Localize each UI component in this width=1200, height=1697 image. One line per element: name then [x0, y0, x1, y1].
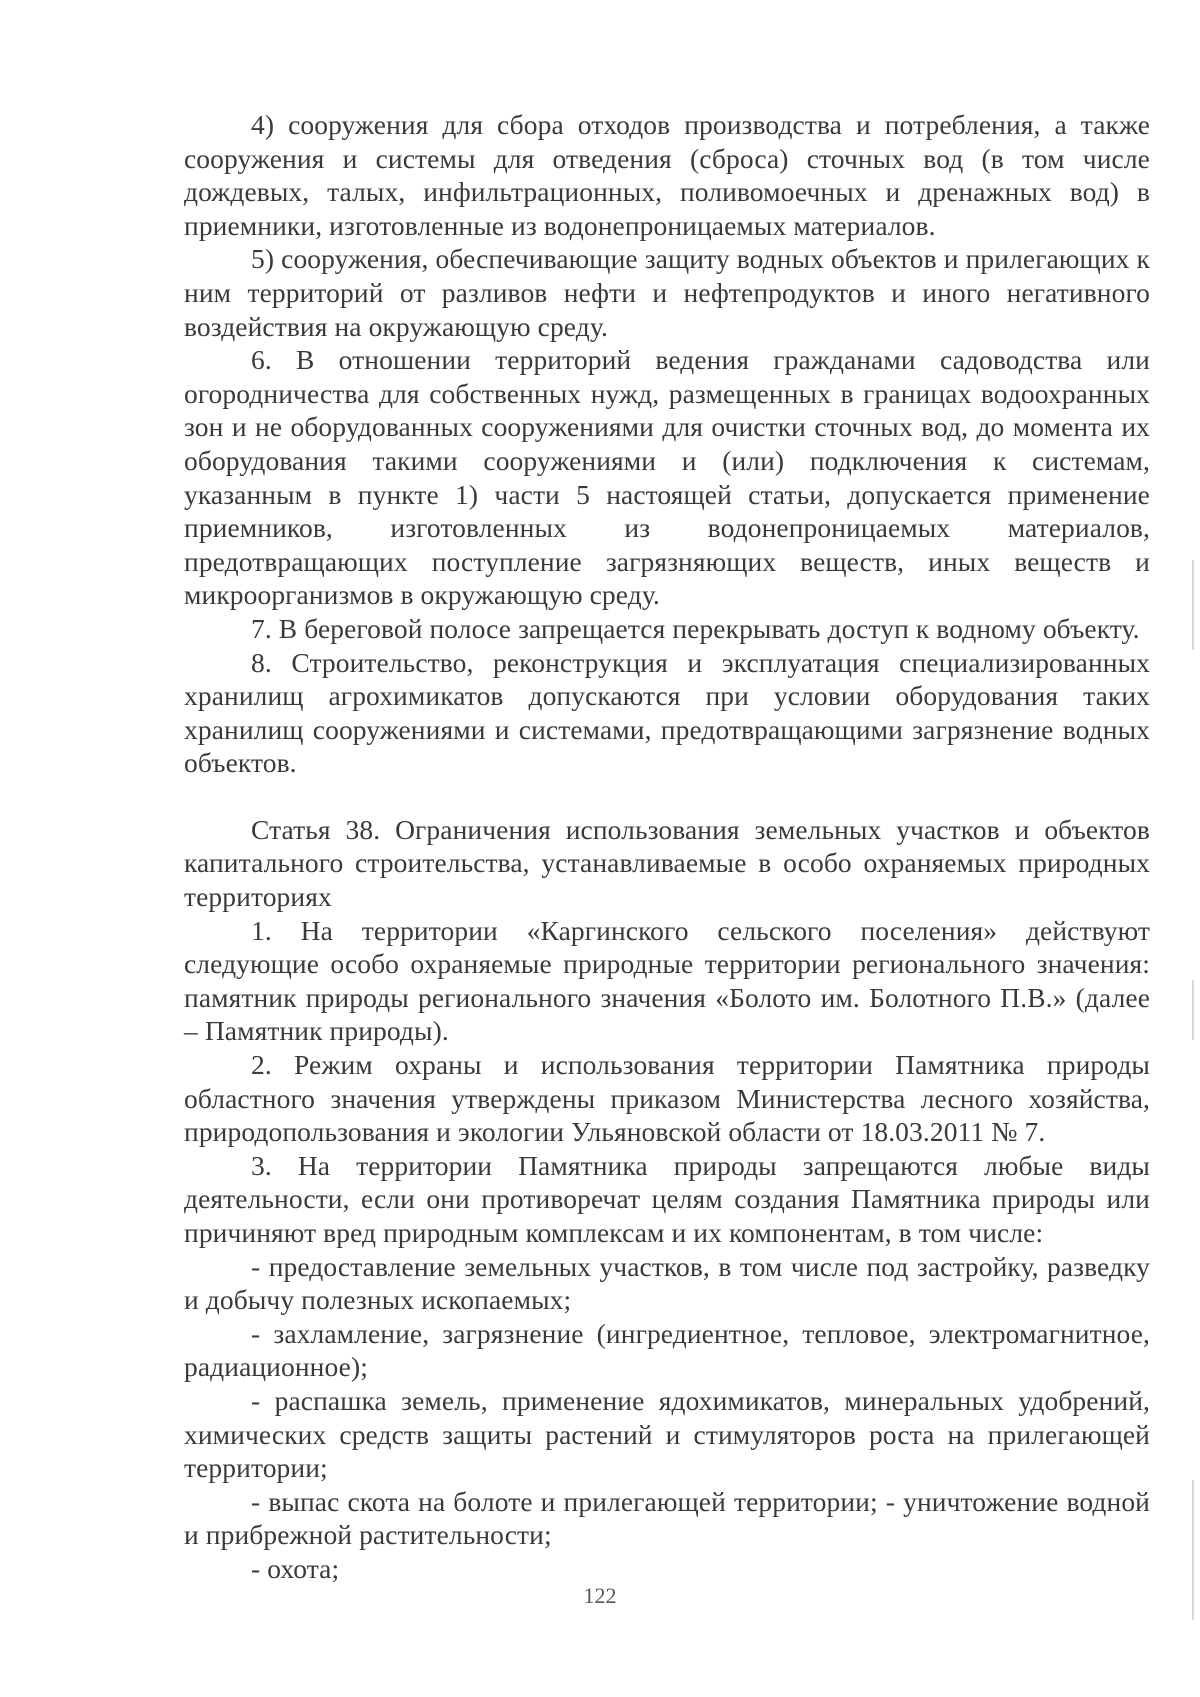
article-clause-3: 3. На территории Памятника природы запрещаются любые виды деятельности, если они противоречат целям создания Памятника природы или причиняют вред природным комплексам и их компонентам, в том числе: [184, 1149, 1150, 1248]
page-number: 122 [583, 1583, 617, 1608]
paragraph-item-4: 4) сооружения для сбора отходов производства и потребления, а также сооружения и системы для отведения (сброса) сточных вод (в том числе дождевых, талых, инфильтрационных, поливомоечных и дренажных вод) в приемники, изготовленные из водонепроницаемых материалов. [184, 109, 1150, 241]
paragraph-clause-6: 6. В отношении территорий ведения гражданами садоводства или огородничества для собственных нужд, размещенных в границах водоохранных зон и не оборудованных сооружениями для очистки сточных вод, до момента их оборудования такими сооружениями и (или) подключения к системам, указанным в пункте 1) части 5 настоящей статьи, допускается применение приемников, изготовленных из водонепроницаемых материалов, предотвращающих поступление загрязняющих веществ, иных веществ и микроорганизмов в окружающую среду. [184, 344, 1150, 611]
paragraph-item-5: 5) сооружения, обеспечивающие защиту водных объектов и прилегающих к ним территорий от разливов нефти и нефтепродуктов и иного негативного воздействия на окружающую среду. [184, 243, 1150, 342]
article-clause-1: 1. На территории «Каргинского сельского поселения» действуют следующие особо охраняемые природные территории регионального значения: памятник природы регионального значения «Болото им. Болотного П.В.» (далее – Памятник природы). [184, 914, 1150, 1047]
prohibition-item: - охота; [251, 1552, 340, 1584]
section-spacer [184, 780, 1150, 813]
prohibition-item: - выпас скота на болоте и прилегающей территории; - уничтожение водной и прибрежной растительности; [184, 1485, 1150, 1551]
prohibition-item: - распашка земель, применение ядохимикатов, минеральных удобрений, химических средств защиты растений и стимуляторов роста на прилегающей территории; [184, 1384, 1150, 1484]
scan-edge-mark [1192, 980, 1194, 1040]
article-heading: Статья 38. Ограничения использования земельных участков и объектов капитального строительства, устанавливаемые в особо охраняемых природных территориях [184, 813, 1150, 913]
scan-edge-mark [1192, 1480, 1194, 1620]
document-page [184, 108, 1150, 1586]
scan-edge-mark [1192, 560, 1194, 650]
article-clause-2: 2. Режим охраны и использования территории Памятника природы областного значения утверждены приказом Министерства лесного хозяйства, природопользования и экологии Ульяновской области от 18.03.2011 № 7. [184, 1049, 1150, 1148]
paragraph-clause-7: 7. В береговой полосе запрещается перекрывать доступ к водному объекту. [251, 612, 1140, 644]
paragraph-clause-8: 8. Строительство, реконструкция и эксплуатация специализированных хранилищ агрохимикатов допускаются при условии оборудования таких хранилищ сооружениями и системами, предотвращающими загрязнение водных объектов. [184, 646, 1150, 779]
prohibition-item: - предоставление земельных участков, в том числе под застройку, разведку и добычу полезных ископаемых; [184, 1250, 1150, 1316]
prohibition-item: - захламление, загрязнение (ингредиентное, тепловое, электромагнитное, радиационное); [184, 1317, 1150, 1383]
